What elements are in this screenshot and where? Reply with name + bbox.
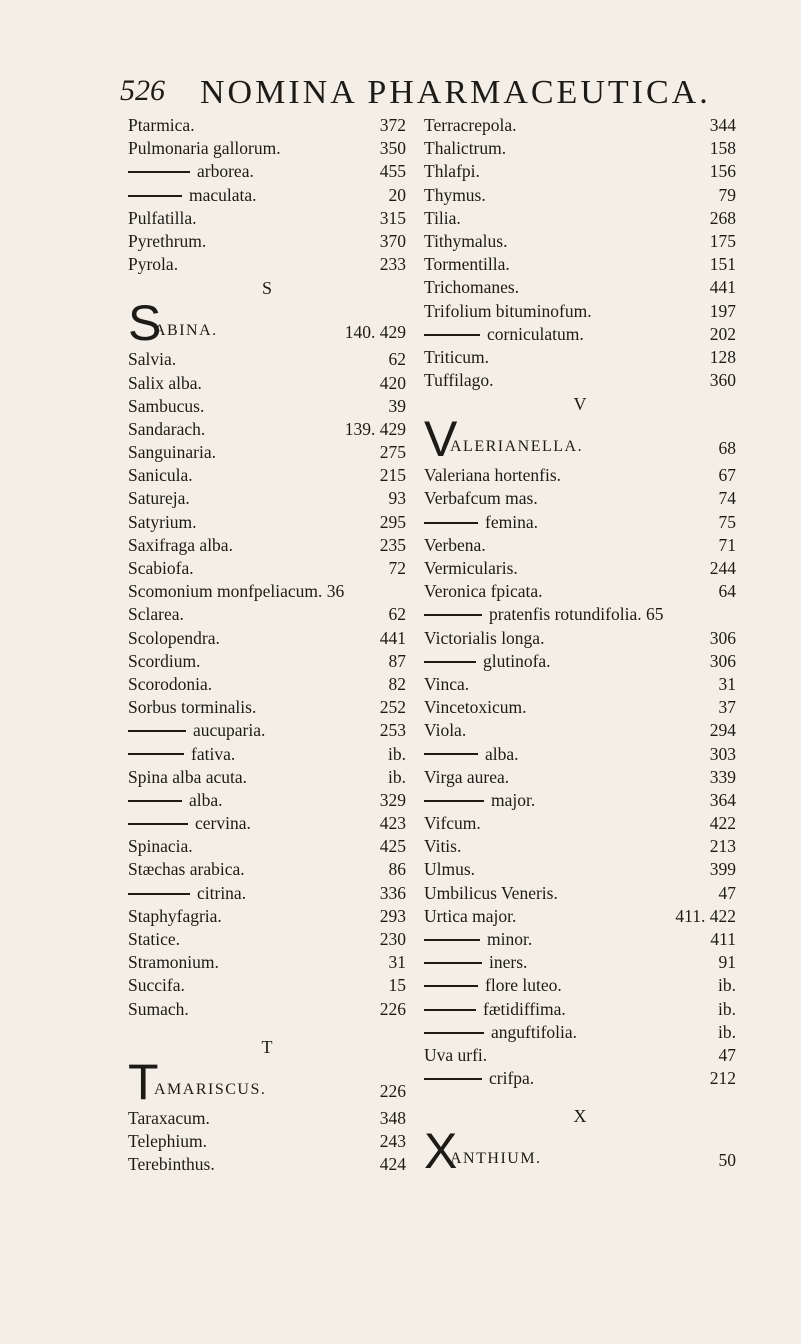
running-title: NOMINA PHARMACEUTICA. xyxy=(200,74,711,111)
entry-page-number: 20 xyxy=(388,184,406,205)
entry-page-number: 128 xyxy=(709,346,736,367)
entry-term: Taraxacum. xyxy=(128,1107,210,1128)
entry-term: Ptarmica. xyxy=(128,115,195,135)
entry-term: Salix alba. xyxy=(128,372,202,393)
index-entry xyxy=(424,905,736,928)
index-entry xyxy=(128,1153,406,1176)
entry-page-number: 226 xyxy=(379,998,406,1019)
index-entry xyxy=(424,557,736,580)
index-entry xyxy=(128,812,406,835)
entry-term xyxy=(424,998,566,1021)
entry-page-number: 372 xyxy=(379,115,406,135)
entry-term: Sclarea. xyxy=(128,604,184,625)
entry-term-text: arborea. xyxy=(197,161,254,182)
entry-page-number: 215 xyxy=(379,465,406,486)
entry-page-number: 197 xyxy=(709,300,736,321)
index-entry xyxy=(128,673,406,696)
index-entry xyxy=(424,812,736,835)
section-gap xyxy=(128,1021,406,1035)
entry-page-number: 93 xyxy=(388,488,406,509)
index-entry xyxy=(128,1107,406,1130)
entry-term-text: fativa. xyxy=(191,743,236,764)
entry-page-number: 151 xyxy=(709,254,736,275)
index-entry xyxy=(128,766,406,789)
entry-term: Spina alba acuta. xyxy=(128,766,248,787)
index-entry xyxy=(424,346,736,369)
entry-page-number: 306 xyxy=(709,650,736,671)
entry-term: Stramonium. xyxy=(128,952,219,973)
entry-term: Trifolium bituminofum. xyxy=(424,300,592,321)
section-letter: V xyxy=(573,394,587,415)
entry-page-number: 226 xyxy=(379,1080,406,1101)
ditto-dash xyxy=(128,800,182,802)
entry-page-number: 62 xyxy=(388,349,406,370)
entry-term: Vitis. xyxy=(424,836,462,857)
entry-term: Virga aurea. xyxy=(424,766,510,787)
entry-term-text: fætidiffima. xyxy=(483,998,566,1019)
entry-term: Umbilicus Veneris. xyxy=(424,882,558,903)
entry-term: Scomonium monfpeliacum. 36 xyxy=(128,581,345,602)
entry-term xyxy=(424,603,663,626)
entry-page-number: ib. xyxy=(718,975,736,996)
entry-term xyxy=(424,1067,534,1090)
entry-page-number: 423 xyxy=(379,813,406,834)
index-entry xyxy=(424,207,736,230)
entry-term: Vermicularis. xyxy=(424,558,518,578)
entry-page-number: 294 xyxy=(709,720,736,741)
entry-term: Verbena. xyxy=(424,534,486,555)
entry-page-number: 156 xyxy=(709,161,736,182)
ditto-dash xyxy=(128,730,186,732)
entry-term: Scordium. xyxy=(128,650,201,671)
entry-term: Uva urfi. xyxy=(424,1044,488,1065)
drop-capital: T xyxy=(128,1053,159,1110)
index-entry-initial xyxy=(128,1053,406,1110)
index-entry xyxy=(424,1044,736,1067)
index-entry xyxy=(424,603,736,626)
index-entry xyxy=(128,580,406,603)
entry-page-number: 47 xyxy=(718,1044,736,1065)
ditto-dash xyxy=(424,939,480,941)
entry-page-number: 67 xyxy=(718,465,736,486)
index-entry xyxy=(128,230,406,253)
entry-term: Satyrium. xyxy=(128,511,197,532)
ditto-dash xyxy=(424,753,478,755)
entry-term-text: alba. xyxy=(485,743,519,764)
entry-page-number: 68 xyxy=(718,438,736,459)
entry-page-number: 275 xyxy=(379,442,406,463)
entry-term: Statice. xyxy=(128,929,180,949)
entry-term: Triticum. xyxy=(424,346,489,367)
index-entry xyxy=(128,395,406,418)
index-entry xyxy=(128,858,406,881)
entry-term xyxy=(424,1021,577,1044)
index-entry xyxy=(128,882,406,905)
entry-page-number: 344 xyxy=(709,115,736,135)
entry-page-number: 315 xyxy=(379,207,406,228)
entry-term: ABINA. xyxy=(154,322,218,340)
entry-term xyxy=(128,882,246,905)
entry-term xyxy=(424,974,562,997)
ditto-dash xyxy=(128,171,190,173)
index-entry xyxy=(128,184,406,207)
ditto-dash xyxy=(128,753,184,755)
index-entry xyxy=(128,696,406,719)
index-entry xyxy=(128,137,406,160)
entry-term xyxy=(128,184,257,207)
index-entry xyxy=(424,766,736,789)
entry-term: Pyrethrum. xyxy=(128,230,207,251)
index-entry xyxy=(128,534,406,557)
entry-page-number: 360 xyxy=(709,370,736,391)
index-entry xyxy=(424,253,736,276)
entry-page-number: 82 xyxy=(388,673,406,694)
entry-page-number: 50 xyxy=(718,1150,736,1171)
ditto-dash xyxy=(424,1078,482,1080)
entry-page-number: 370 xyxy=(379,230,406,251)
index-entry xyxy=(424,230,736,253)
entry-page-number: 230 xyxy=(379,929,406,949)
entry-term: Saxifraga alba. xyxy=(128,534,233,555)
entry-term-text: minor. xyxy=(487,929,533,949)
index-entry xyxy=(424,511,736,534)
entry-page-number: 411. 422 xyxy=(675,905,736,926)
index-entry xyxy=(128,207,406,230)
entry-term-text: anguftifolia. xyxy=(491,1021,578,1042)
entry-page-number: 158 xyxy=(709,138,736,159)
page-header xyxy=(0,70,801,116)
entry-term: Vinca. xyxy=(424,673,470,694)
entry-page-number: 62 xyxy=(388,604,406,625)
entry-term: Pulfatilla. xyxy=(128,207,197,228)
entry-page-number: 268 xyxy=(709,207,736,228)
ditto-dash xyxy=(424,522,478,524)
entry-term-text: citrina. xyxy=(197,882,247,903)
entry-page-number: 202 xyxy=(709,323,736,344)
index-entry xyxy=(128,719,406,742)
index-entry xyxy=(424,487,736,510)
entry-term xyxy=(424,743,519,766)
drop-capital: S xyxy=(128,295,162,352)
index-entry xyxy=(424,300,736,323)
index-entry xyxy=(424,743,736,766)
entry-term: Sumach. xyxy=(128,998,189,1019)
index-entry xyxy=(424,323,736,346)
ditto-dash xyxy=(424,334,480,336)
entry-term-text: flore luteo. xyxy=(485,975,562,996)
index-entry xyxy=(128,418,406,441)
ditto-dash xyxy=(424,800,484,802)
entry-term: AMARISCUS. xyxy=(154,1080,267,1098)
index-entry xyxy=(424,858,736,881)
entry-term: Thalictrum. xyxy=(424,138,507,159)
index-entry xyxy=(128,974,406,997)
entry-page-number: 91 xyxy=(718,952,736,973)
index-entry xyxy=(424,580,736,603)
entry-page-number: 295 xyxy=(379,511,406,532)
index-entry xyxy=(424,114,736,137)
index-entry-initial xyxy=(424,1123,736,1180)
index-entry xyxy=(424,789,736,812)
entry-term: Scolopendra. xyxy=(128,627,220,648)
entry-term: Staphyfagria. xyxy=(128,905,222,926)
index-entry xyxy=(424,998,736,1021)
index-entry xyxy=(128,511,406,534)
index-entry xyxy=(424,137,736,160)
entry-page-number: 31 xyxy=(718,673,736,694)
drop-capital: X xyxy=(424,1123,458,1180)
entry-page-number: 64 xyxy=(718,581,736,602)
entry-page-number: 87 xyxy=(388,650,406,671)
entry-term-text: pratenfis rotundifolia. 65 xyxy=(489,604,664,625)
index-entry xyxy=(424,696,736,719)
index-entry xyxy=(128,372,406,395)
entry-term: Sandarach. xyxy=(128,418,206,439)
entry-page-number: 79 xyxy=(718,184,736,205)
index-column-right xyxy=(424,114,736,1180)
entry-page-number: ib. xyxy=(388,766,406,787)
entry-term: Salvia. xyxy=(128,349,177,370)
entry-term: Telephium. xyxy=(128,1130,207,1151)
entry-page-number: 441 xyxy=(379,627,406,648)
entry-page-number: 139. 429 xyxy=(344,418,406,439)
entry-page-number: 86 xyxy=(388,859,406,880)
entry-term-text: cervina. xyxy=(195,813,251,834)
ditto-dash xyxy=(424,1032,484,1034)
entry-term: ALERIANELLA. xyxy=(450,438,584,456)
entry-term: Spinacia. xyxy=(128,836,193,857)
entry-term-text: iners. xyxy=(489,952,528,973)
entry-term: Pulmonaria gallorum. xyxy=(128,138,281,159)
entry-page-number: 244 xyxy=(709,558,736,578)
index-entry xyxy=(424,1067,736,1090)
entry-page-number: 243 xyxy=(379,1130,406,1151)
entry-term-text: alba. xyxy=(189,789,223,810)
entry-term: Valeriana hortenfis. xyxy=(424,465,562,486)
entry-page-number: 425 xyxy=(379,836,406,857)
index-entry xyxy=(424,928,736,951)
entry-term: Veronica fpicata. xyxy=(424,581,543,602)
index-entry xyxy=(424,369,736,392)
ditto-dash xyxy=(128,893,190,895)
index-entry xyxy=(128,160,406,183)
index-entry xyxy=(424,951,736,974)
index-entry xyxy=(424,1021,736,1044)
entry-page-number: 399 xyxy=(709,859,736,880)
entry-page-number: 252 xyxy=(379,697,406,718)
entry-page-number: ib. xyxy=(718,1021,736,1042)
entry-term: Urtica major. xyxy=(424,905,517,926)
index-entry xyxy=(424,650,736,673)
entry-term: Pyrola. xyxy=(128,254,179,275)
entry-term: Victorialis longa. xyxy=(424,627,545,648)
index-entry-initial xyxy=(128,295,406,352)
entry-term: Succifa. xyxy=(128,975,185,996)
entry-page-number: 422 xyxy=(709,813,736,834)
entry-page-number: 364 xyxy=(709,789,736,810)
entry-term xyxy=(128,743,235,766)
index-entry xyxy=(424,974,736,997)
entry-term: Sanguinaria. xyxy=(128,442,216,463)
entry-term: Vifcum. xyxy=(424,813,481,834)
entry-page-number: 420 xyxy=(379,372,406,393)
entry-page-number: 348 xyxy=(379,1107,406,1128)
entry-term: Thlafpi. xyxy=(424,161,480,182)
index-entry xyxy=(128,557,406,580)
index-entry xyxy=(424,673,736,696)
entry-term: Sambucus. xyxy=(128,395,205,416)
ditto-dash xyxy=(128,823,188,825)
entry-term-text: maculata. xyxy=(189,184,257,205)
entry-page-number: 31 xyxy=(388,952,406,973)
entry-page-number: 75 xyxy=(718,511,736,532)
entry-term xyxy=(424,951,527,974)
entry-term xyxy=(424,323,584,346)
entry-page-number: 175 xyxy=(709,230,736,251)
entry-term: Sorbus torminalis. xyxy=(128,697,257,718)
entry-term xyxy=(128,719,265,742)
entry-term-text: major. xyxy=(491,789,536,810)
ditto-dash xyxy=(424,985,478,987)
entry-term: Tormentilla. xyxy=(424,254,510,275)
entry-page-number: 336 xyxy=(379,882,406,903)
index-entry xyxy=(128,928,406,951)
index-entry xyxy=(128,789,406,812)
index-entry xyxy=(128,464,406,487)
page-number: 526 xyxy=(120,74,165,107)
entry-term xyxy=(424,789,535,812)
index-entry xyxy=(424,276,736,299)
index-column-left xyxy=(128,114,406,1176)
drop-capital: V xyxy=(424,411,458,468)
entry-term xyxy=(424,511,538,534)
entry-term: Terracrepola. xyxy=(424,115,517,135)
entry-term: Terebinthus. xyxy=(128,1154,215,1175)
index-entry xyxy=(424,882,736,905)
entry-term-text: aucuparia. xyxy=(193,720,266,741)
index-entry xyxy=(424,160,736,183)
section-gap xyxy=(424,1090,736,1104)
index-entry xyxy=(128,835,406,858)
index-entry xyxy=(128,487,406,510)
ditto-dash xyxy=(424,1009,476,1011)
entry-term xyxy=(128,812,251,835)
entry-page-number: 71 xyxy=(718,534,736,555)
entry-term: Trichomanes. xyxy=(424,277,520,298)
entry-term xyxy=(424,650,551,673)
index-entry xyxy=(128,998,406,1021)
entry-term-text: glutinofa. xyxy=(483,650,551,671)
entry-term: Verbafcum mas. xyxy=(424,488,538,509)
entry-term: Tuffilago. xyxy=(424,370,494,391)
entry-term-text: femina. xyxy=(485,511,538,532)
index-entry xyxy=(128,627,406,650)
index-entry xyxy=(128,905,406,928)
index-entry xyxy=(424,184,736,207)
entry-term xyxy=(128,789,223,812)
entry-page-number: 424 xyxy=(379,1154,406,1175)
entry-page-number: 329 xyxy=(379,789,406,810)
entry-term: Vincetoxicum. xyxy=(424,697,527,718)
entry-term: Tithymalus. xyxy=(424,230,508,251)
index-entry xyxy=(424,627,736,650)
index-entry xyxy=(128,114,406,137)
entry-term-text: crifpa. xyxy=(489,1068,535,1089)
ditto-dash xyxy=(424,962,482,964)
index-entry xyxy=(128,1130,406,1153)
index-entry xyxy=(128,441,406,464)
entry-term: ANTHIUM. xyxy=(450,1150,542,1168)
section-letter: X xyxy=(573,1106,587,1127)
entry-term xyxy=(128,160,254,183)
entry-page-number: 303 xyxy=(709,743,736,764)
entry-page-number: 140. 429 xyxy=(344,322,406,343)
entry-term: Thymus. xyxy=(424,184,486,205)
entry-page-number: 411 xyxy=(710,929,736,949)
section-letter: T xyxy=(261,1036,273,1057)
entry-page-number: 47 xyxy=(718,882,736,903)
entry-page-number: 212 xyxy=(709,1068,736,1089)
entry-term xyxy=(424,928,532,951)
entry-term: Scabiofa. xyxy=(128,558,194,578)
entry-page-number: 72 xyxy=(388,558,406,578)
ditto-dash xyxy=(424,614,482,616)
index-entry-initial xyxy=(424,411,736,468)
index-entry xyxy=(128,951,406,974)
index-entry xyxy=(424,464,736,487)
entry-page-number: 339 xyxy=(709,766,736,787)
entry-page-number: 233 xyxy=(379,254,406,275)
entry-term: Viola. xyxy=(424,720,467,741)
index-entry xyxy=(128,743,406,766)
index-entry xyxy=(424,835,736,858)
entry-page-number: 441 xyxy=(709,277,736,298)
entry-page-number: 74 xyxy=(718,488,736,509)
index-entry xyxy=(128,650,406,673)
section-letter: S xyxy=(261,278,272,299)
entry-page-number: 39 xyxy=(388,395,406,416)
entry-page-number: 293 xyxy=(379,905,406,926)
index-entry xyxy=(128,348,406,371)
index-entry xyxy=(128,253,406,276)
entry-term: Ulmus. xyxy=(424,859,476,880)
entry-page-number: ib. xyxy=(388,743,406,764)
entry-term: Sanicula. xyxy=(128,465,193,486)
entry-term: Stæchas arabica. xyxy=(128,859,245,880)
entry-term: Satureja. xyxy=(128,488,190,509)
entry-term: Tilia. xyxy=(424,207,461,228)
entry-page-number: 306 xyxy=(709,627,736,648)
index-entry xyxy=(424,534,736,557)
entry-term: Scorodonia. xyxy=(128,673,213,694)
ditto-dash xyxy=(128,195,182,197)
entry-page-number: 15 xyxy=(388,975,406,996)
entry-page-number: 235 xyxy=(379,534,406,555)
entry-page-number: 455 xyxy=(379,161,406,182)
index-entry xyxy=(128,603,406,626)
entry-page-number: 253 xyxy=(379,720,406,741)
entry-page-number: 350 xyxy=(379,138,406,159)
index-entry xyxy=(424,719,736,742)
entry-page-number: 37 xyxy=(718,697,736,718)
entry-page-number: 213 xyxy=(709,836,736,857)
entry-page-number: ib. xyxy=(718,998,736,1019)
entry-term-text: corniculatum. xyxy=(487,323,584,344)
ditto-dash xyxy=(424,661,476,663)
